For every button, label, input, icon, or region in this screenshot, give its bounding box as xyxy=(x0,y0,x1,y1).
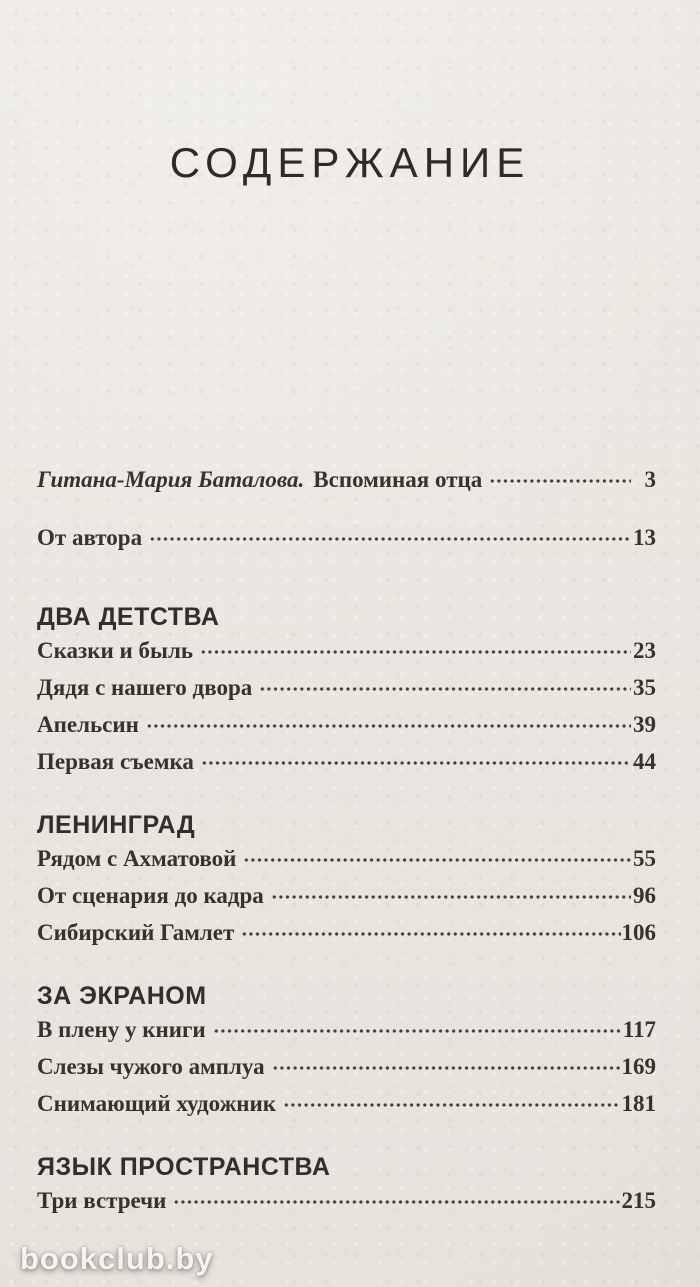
toc-entry xyxy=(37,461,656,498)
page-number: 96 xyxy=(633,883,656,908)
watermark-text: bookclub.by xyxy=(20,1241,214,1276)
page-number: 39 xyxy=(633,712,656,737)
toc-entry xyxy=(37,1182,656,1219)
entry-label: Первая съемка xyxy=(37,749,194,774)
page-number: 13 xyxy=(633,525,656,550)
page-number: 55 xyxy=(633,846,656,871)
dot-leader xyxy=(149,519,631,556)
section-heading: ЗА ЭКРАНОМ xyxy=(37,982,207,1010)
toc-entry xyxy=(37,914,656,951)
entry-label: В плену у книги xyxy=(37,1017,206,1042)
page-number: 181 xyxy=(621,1091,656,1116)
dot-leader xyxy=(173,1182,620,1219)
toc-section xyxy=(37,981,656,1122)
dot-leader xyxy=(213,1011,622,1048)
entry-label: Сибирский Гамлет xyxy=(37,920,235,945)
entry-label: Три встречи xyxy=(37,1188,167,1213)
page-number: 215 xyxy=(621,1188,656,1213)
toc-entry xyxy=(37,877,656,914)
dot-leader xyxy=(146,706,631,743)
dot-leader xyxy=(489,461,631,498)
toc-entry xyxy=(37,1011,656,1048)
toc-entry xyxy=(37,1085,656,1122)
page-number: 35 xyxy=(633,675,656,700)
page-number: 3 xyxy=(644,467,656,492)
dot-leader xyxy=(283,1085,620,1122)
entry-label: Сказки и быль xyxy=(37,638,194,663)
toc-entry xyxy=(37,632,656,669)
page-title: СОДЕРЖАНИЕ xyxy=(169,139,531,186)
entry-label: От автора xyxy=(37,525,143,550)
section-heading: ЛЕНИНГРАД xyxy=(37,811,196,839)
entry-label: Рядом с Ахматовой xyxy=(37,846,237,871)
entry-label: Дядя с нашего двора xyxy=(37,675,253,700)
toc-entry xyxy=(37,519,656,556)
dot-leader xyxy=(201,743,631,780)
dot-leader xyxy=(200,632,631,669)
entry-label: Вспоминая отца xyxy=(313,467,483,492)
entry-label: Апельсин xyxy=(37,712,139,737)
entry-label: Слезы чужого амплуа xyxy=(37,1054,265,1079)
page-number: 117 xyxy=(622,1017,656,1042)
dot-leader xyxy=(259,669,631,706)
entry-label: Снимающий художник xyxy=(37,1091,277,1116)
dot-leader xyxy=(271,877,631,914)
toc-section xyxy=(37,1152,656,1219)
section-heading: ДВА ДЕТСТВА xyxy=(37,603,220,631)
dot-leader xyxy=(241,914,620,951)
toc-entry xyxy=(37,706,656,743)
toc-entry xyxy=(37,1048,656,1085)
toc-section xyxy=(37,602,656,780)
section-heading: ЯЗЫК ПРОСТРАНСТВА xyxy=(37,1153,331,1181)
page-number: 44 xyxy=(633,749,656,774)
entry-author: Гитана-Мария Баталова. xyxy=(37,467,305,492)
page-number: 106 xyxy=(621,920,656,945)
page-number: 23 xyxy=(633,638,656,663)
toc-entry xyxy=(37,840,656,877)
toc-entry xyxy=(37,743,656,780)
dot-leader xyxy=(272,1048,621,1085)
entry-label: От сценария до кадра xyxy=(37,883,264,908)
toc-entry xyxy=(37,669,656,706)
toc-section xyxy=(37,810,656,951)
dot-leader xyxy=(243,840,631,877)
page-number: 169 xyxy=(621,1054,656,1079)
table-of-contents xyxy=(37,461,656,1219)
